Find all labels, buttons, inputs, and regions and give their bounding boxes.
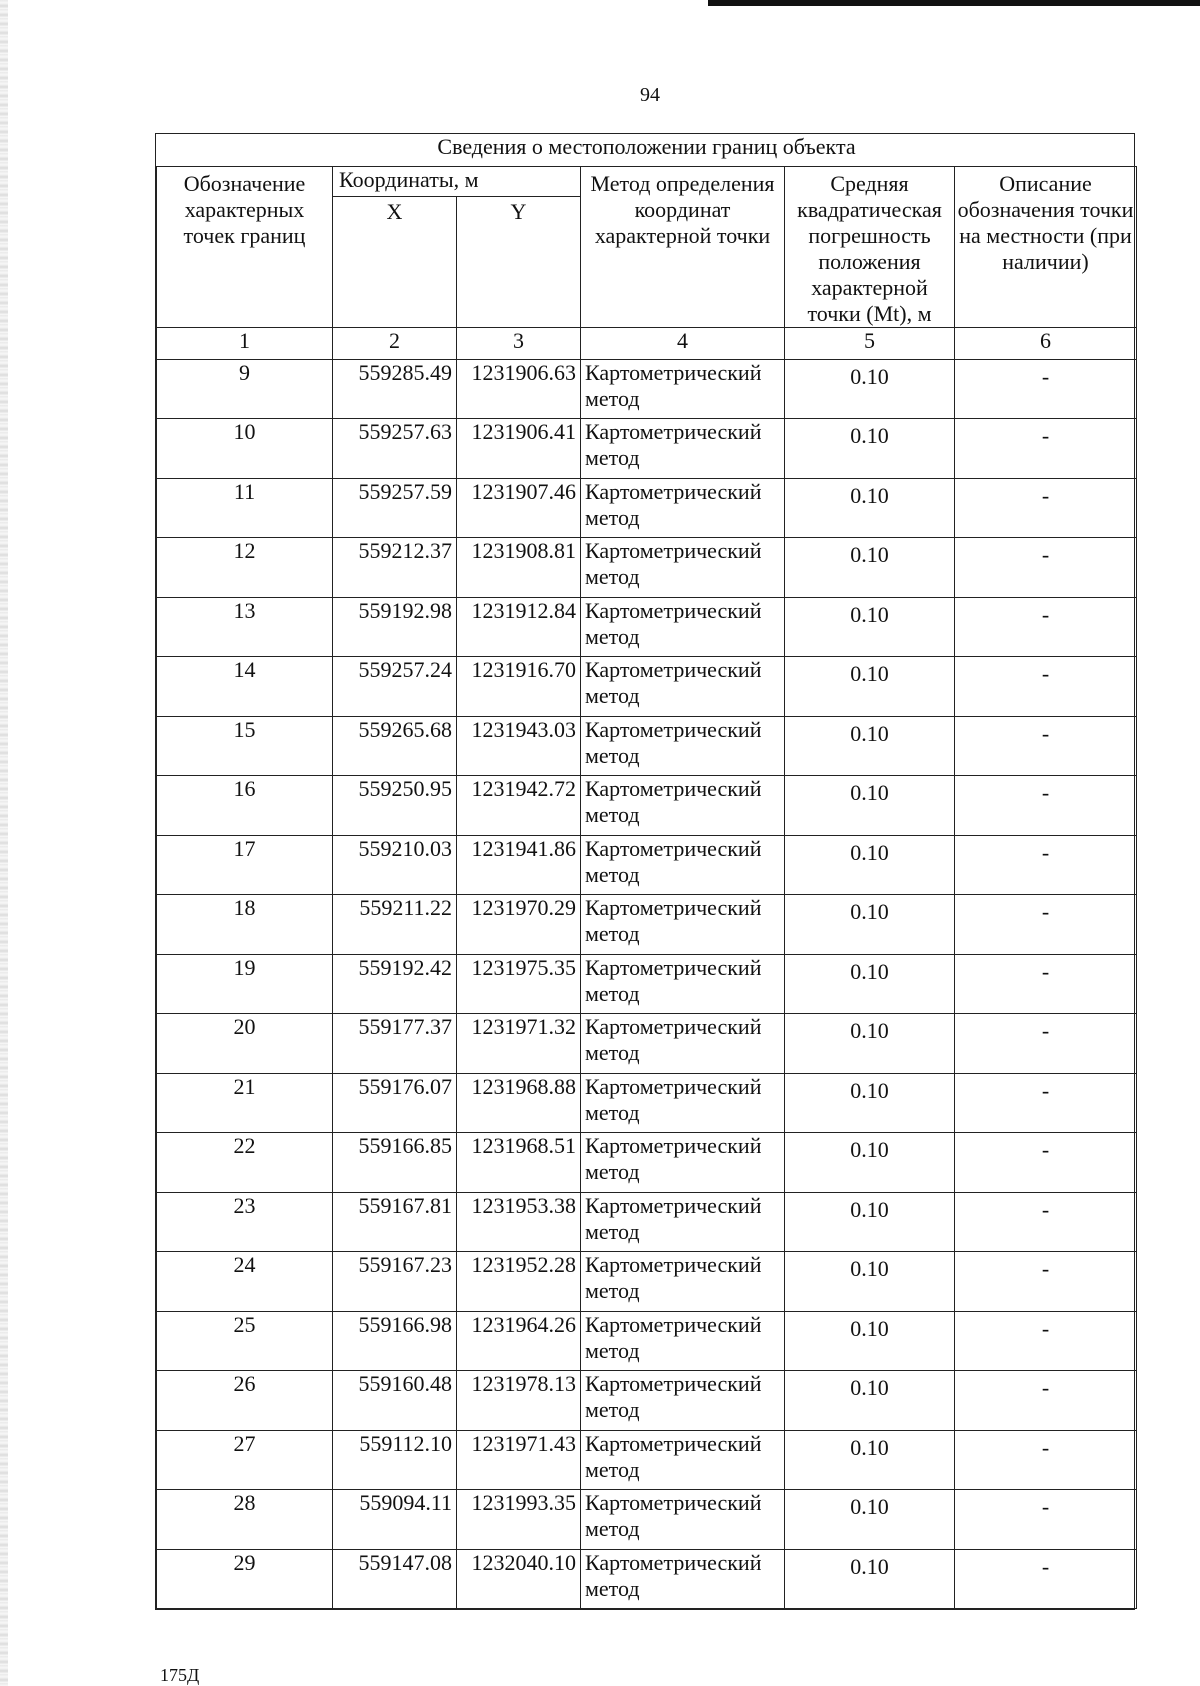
- cell-point: 29: [157, 1549, 333, 1609]
- cell-x: 559192.42: [333, 954, 457, 1014]
- header-point: Обозначение характерных точек границ: [157, 166, 333, 327]
- cell-description: -: [955, 359, 1137, 419]
- cell-y: 1231978.13: [457, 1371, 581, 1431]
- cell-x: 559160.48: [333, 1371, 457, 1431]
- cell-mt: 0.10: [785, 478, 955, 538]
- cell-description: -: [955, 1371, 1137, 1431]
- cell-y: 1231970.29: [457, 895, 581, 955]
- cell-mt: 0.10: [785, 1133, 955, 1193]
- cell-mt: 0.10: [785, 1252, 955, 1312]
- cell-description: -: [955, 1133, 1137, 1193]
- cell-point: 27: [157, 1430, 333, 1490]
- cell-method: Картометрический метод: [581, 538, 785, 598]
- cell-y: 1231952.28: [457, 1252, 581, 1312]
- cell-y: 1231971.32: [457, 1014, 581, 1074]
- cell-y: 1231953.38: [457, 1192, 581, 1252]
- cell-point: 19: [157, 954, 333, 1014]
- cell-description: -: [955, 419, 1137, 479]
- footer-code: 175Д: [160, 1665, 200, 1685]
- cell-description: -: [955, 478, 1137, 538]
- cell-point: 20: [157, 1014, 333, 1074]
- cell-method: Картометрический метод: [581, 1371, 785, 1431]
- column-number: 3: [457, 327, 581, 359]
- header-method: Метод определения координат характерной точки: [581, 166, 785, 327]
- cell-y: 1231906.63: [457, 359, 581, 419]
- cell-y: 1231971.43: [457, 1430, 581, 1490]
- cell-y: 1231968.88: [457, 1073, 581, 1133]
- cell-mt: 0.10: [785, 419, 955, 479]
- cell-x: 559166.85: [333, 1133, 457, 1193]
- cell-mt: 0.10: [785, 1073, 955, 1133]
- cell-description: -: [955, 776, 1137, 836]
- cell-mt: 0.10: [785, 954, 955, 1014]
- cell-mt: 0.10: [785, 1014, 955, 1074]
- table-row: [157, 1430, 1137, 1490]
- column-number-row: [157, 327, 1137, 359]
- cell-mt: 0.10: [785, 835, 955, 895]
- cell-description: -: [955, 1549, 1137, 1609]
- cell-mt: 0.10: [785, 1371, 955, 1431]
- header-mt: Средняя квадратическая погрешность положения характерной точки (Mt), м: [785, 166, 955, 327]
- cell-point: 13: [157, 597, 333, 657]
- cell-method: Картометрический метод: [581, 419, 785, 479]
- header-row-1: [157, 166, 1137, 197]
- cell-method: Картометрический метод: [581, 1490, 785, 1550]
- cell-y: 1232040.10: [457, 1549, 581, 1609]
- cell-point: 15: [157, 716, 333, 776]
- cell-x: 559212.37: [333, 538, 457, 598]
- cell-mt: 0.10: [785, 359, 955, 419]
- cell-mt: 0.10: [785, 1549, 955, 1609]
- cell-method: Картометрический метод: [581, 1252, 785, 1312]
- cell-point: 28: [157, 1490, 333, 1550]
- table-row: [157, 776, 1137, 836]
- cell-mt: 0.10: [785, 895, 955, 955]
- table-row: [157, 1192, 1137, 1252]
- page-number: 94: [640, 84, 660, 106]
- column-number: 5: [785, 327, 955, 359]
- cell-x: 559176.07: [333, 1073, 457, 1133]
- cell-x: 559147.08: [333, 1549, 457, 1609]
- cell-y: 1231908.81: [457, 538, 581, 598]
- cell-method: Картометрический метод: [581, 1430, 785, 1490]
- table-row: [157, 657, 1137, 717]
- scan-top-bar: [708, 0, 1200, 6]
- table-row: [157, 1073, 1137, 1133]
- cell-description: -: [955, 1252, 1137, 1312]
- cell-mt: 0.10: [785, 657, 955, 717]
- cell-mt: 0.10: [785, 1430, 955, 1490]
- table-row: [157, 597, 1137, 657]
- header-y: Y: [457, 197, 581, 327]
- scan-edge: [0, 0, 8, 1686]
- cell-description: -: [955, 954, 1137, 1014]
- cell-point: 16: [157, 776, 333, 836]
- table-title-row: [157, 134, 1137, 166]
- cell-x: 559257.59: [333, 478, 457, 538]
- cell-point: 18: [157, 895, 333, 955]
- cell-method: Картометрический метод: [581, 1073, 785, 1133]
- cell-x: 559192.98: [333, 597, 457, 657]
- table-row: [157, 1371, 1137, 1431]
- cell-description: -: [955, 1311, 1137, 1371]
- cell-x: 559285.49: [333, 359, 457, 419]
- cell-x: 559177.37: [333, 1014, 457, 1074]
- header-x: X: [333, 197, 457, 327]
- cell-point: 23: [157, 1192, 333, 1252]
- cell-mt: 0.10: [785, 716, 955, 776]
- table-row: [157, 1014, 1137, 1074]
- table-row: [157, 1549, 1137, 1609]
- cell-point: 11: [157, 478, 333, 538]
- cell-y: 1231906.41: [457, 419, 581, 479]
- cell-description: -: [955, 1192, 1137, 1252]
- cell-method: Картометрический метод: [581, 359, 785, 419]
- cell-point: 21: [157, 1073, 333, 1133]
- column-number: 2: [333, 327, 457, 359]
- cell-method: Картометрический метод: [581, 776, 785, 836]
- cell-point: 14: [157, 657, 333, 717]
- cell-point: 9: [157, 359, 333, 419]
- boundary-coordinates-table: [156, 134, 1137, 1609]
- cell-method: Картометрический метод: [581, 478, 785, 538]
- cell-y: 1231943.03: [457, 716, 581, 776]
- table-row: [157, 419, 1137, 479]
- table-row: [157, 478, 1137, 538]
- cell-method: Картометрический метод: [581, 835, 785, 895]
- cell-point: 17: [157, 835, 333, 895]
- cell-point: 22: [157, 1133, 333, 1193]
- cell-x: 559112.10: [333, 1430, 457, 1490]
- cell-description: -: [955, 657, 1137, 717]
- cell-mt: 0.10: [785, 1311, 955, 1371]
- cell-mt: 0.10: [785, 1192, 955, 1252]
- cell-method: Картометрический метод: [581, 1549, 785, 1609]
- cell-method: Картометрический метод: [581, 1133, 785, 1193]
- column-number: 4: [581, 327, 785, 359]
- table-row: [157, 538, 1137, 598]
- table-row: [157, 716, 1137, 776]
- cell-x: 559094.11: [333, 1490, 457, 1550]
- cell-x: 559257.63: [333, 419, 457, 479]
- table-row: [157, 1490, 1137, 1550]
- cell-description: -: [955, 1430, 1137, 1490]
- header-coordinates: Координаты, м: [333, 166, 581, 197]
- cell-method: Картометрический метод: [581, 1192, 785, 1252]
- boundary-table-sheet: [155, 133, 1135, 1610]
- cell-point: 10: [157, 419, 333, 479]
- cell-x: 559257.24: [333, 657, 457, 717]
- table-row: [157, 954, 1137, 1014]
- cell-description: -: [955, 1490, 1137, 1550]
- cell-mt: 0.10: [785, 538, 955, 598]
- cell-description: -: [955, 895, 1137, 955]
- cell-description: -: [955, 1014, 1137, 1074]
- table-row: [157, 359, 1137, 419]
- cell-x: 559210.03: [333, 835, 457, 895]
- table-title: Сведения о местоположении границ объекта: [157, 134, 1137, 166]
- cell-mt: 0.10: [785, 597, 955, 657]
- cell-x: 559167.23: [333, 1252, 457, 1312]
- cell-y: 1231993.35: [457, 1490, 581, 1550]
- cell-point: 26: [157, 1371, 333, 1431]
- cell-y: 1231975.35: [457, 954, 581, 1014]
- cell-method: Картометрический метод: [581, 597, 785, 657]
- table-row: [157, 835, 1137, 895]
- cell-point: 12: [157, 538, 333, 598]
- column-number: 1: [157, 327, 333, 359]
- cell-description: -: [955, 835, 1137, 895]
- table-row: [157, 1311, 1137, 1371]
- cell-x: 559167.81: [333, 1192, 457, 1252]
- cell-y: 1231964.26: [457, 1311, 581, 1371]
- table-row: [157, 1133, 1137, 1193]
- cell-method: Картометрический метод: [581, 954, 785, 1014]
- cell-y: 1231942.72: [457, 776, 581, 836]
- cell-point: 24: [157, 1252, 333, 1312]
- cell-description: -: [955, 716, 1137, 776]
- cell-method: Картометрический метод: [581, 1014, 785, 1074]
- cell-method: Картометрический метод: [581, 716, 785, 776]
- cell-description: -: [955, 1073, 1137, 1133]
- cell-description: -: [955, 597, 1137, 657]
- cell-method: Картометрический метод: [581, 1311, 785, 1371]
- cell-x: 559166.98: [333, 1311, 457, 1371]
- cell-point: 25: [157, 1311, 333, 1371]
- cell-y: 1231907.46: [457, 478, 581, 538]
- cell-x: 559265.68: [333, 716, 457, 776]
- cell-y: 1231941.86: [457, 835, 581, 895]
- table-row: [157, 1252, 1137, 1312]
- cell-x: 559211.22: [333, 895, 457, 955]
- column-number: 6: [955, 327, 1137, 359]
- cell-description: -: [955, 538, 1137, 598]
- cell-method: Картометрический метод: [581, 895, 785, 955]
- cell-method: Картометрический метод: [581, 657, 785, 717]
- cell-y: 1231968.51: [457, 1133, 581, 1193]
- cell-mt: 0.10: [785, 776, 955, 836]
- header-description: Описание обозначения точки на местности (при наличии): [955, 166, 1137, 327]
- cell-mt: 0.10: [785, 1490, 955, 1550]
- table-row: [157, 895, 1137, 955]
- cell-y: 1231916.70: [457, 657, 581, 717]
- cell-x: 559250.95: [333, 776, 457, 836]
- cell-y: 1231912.84: [457, 597, 581, 657]
